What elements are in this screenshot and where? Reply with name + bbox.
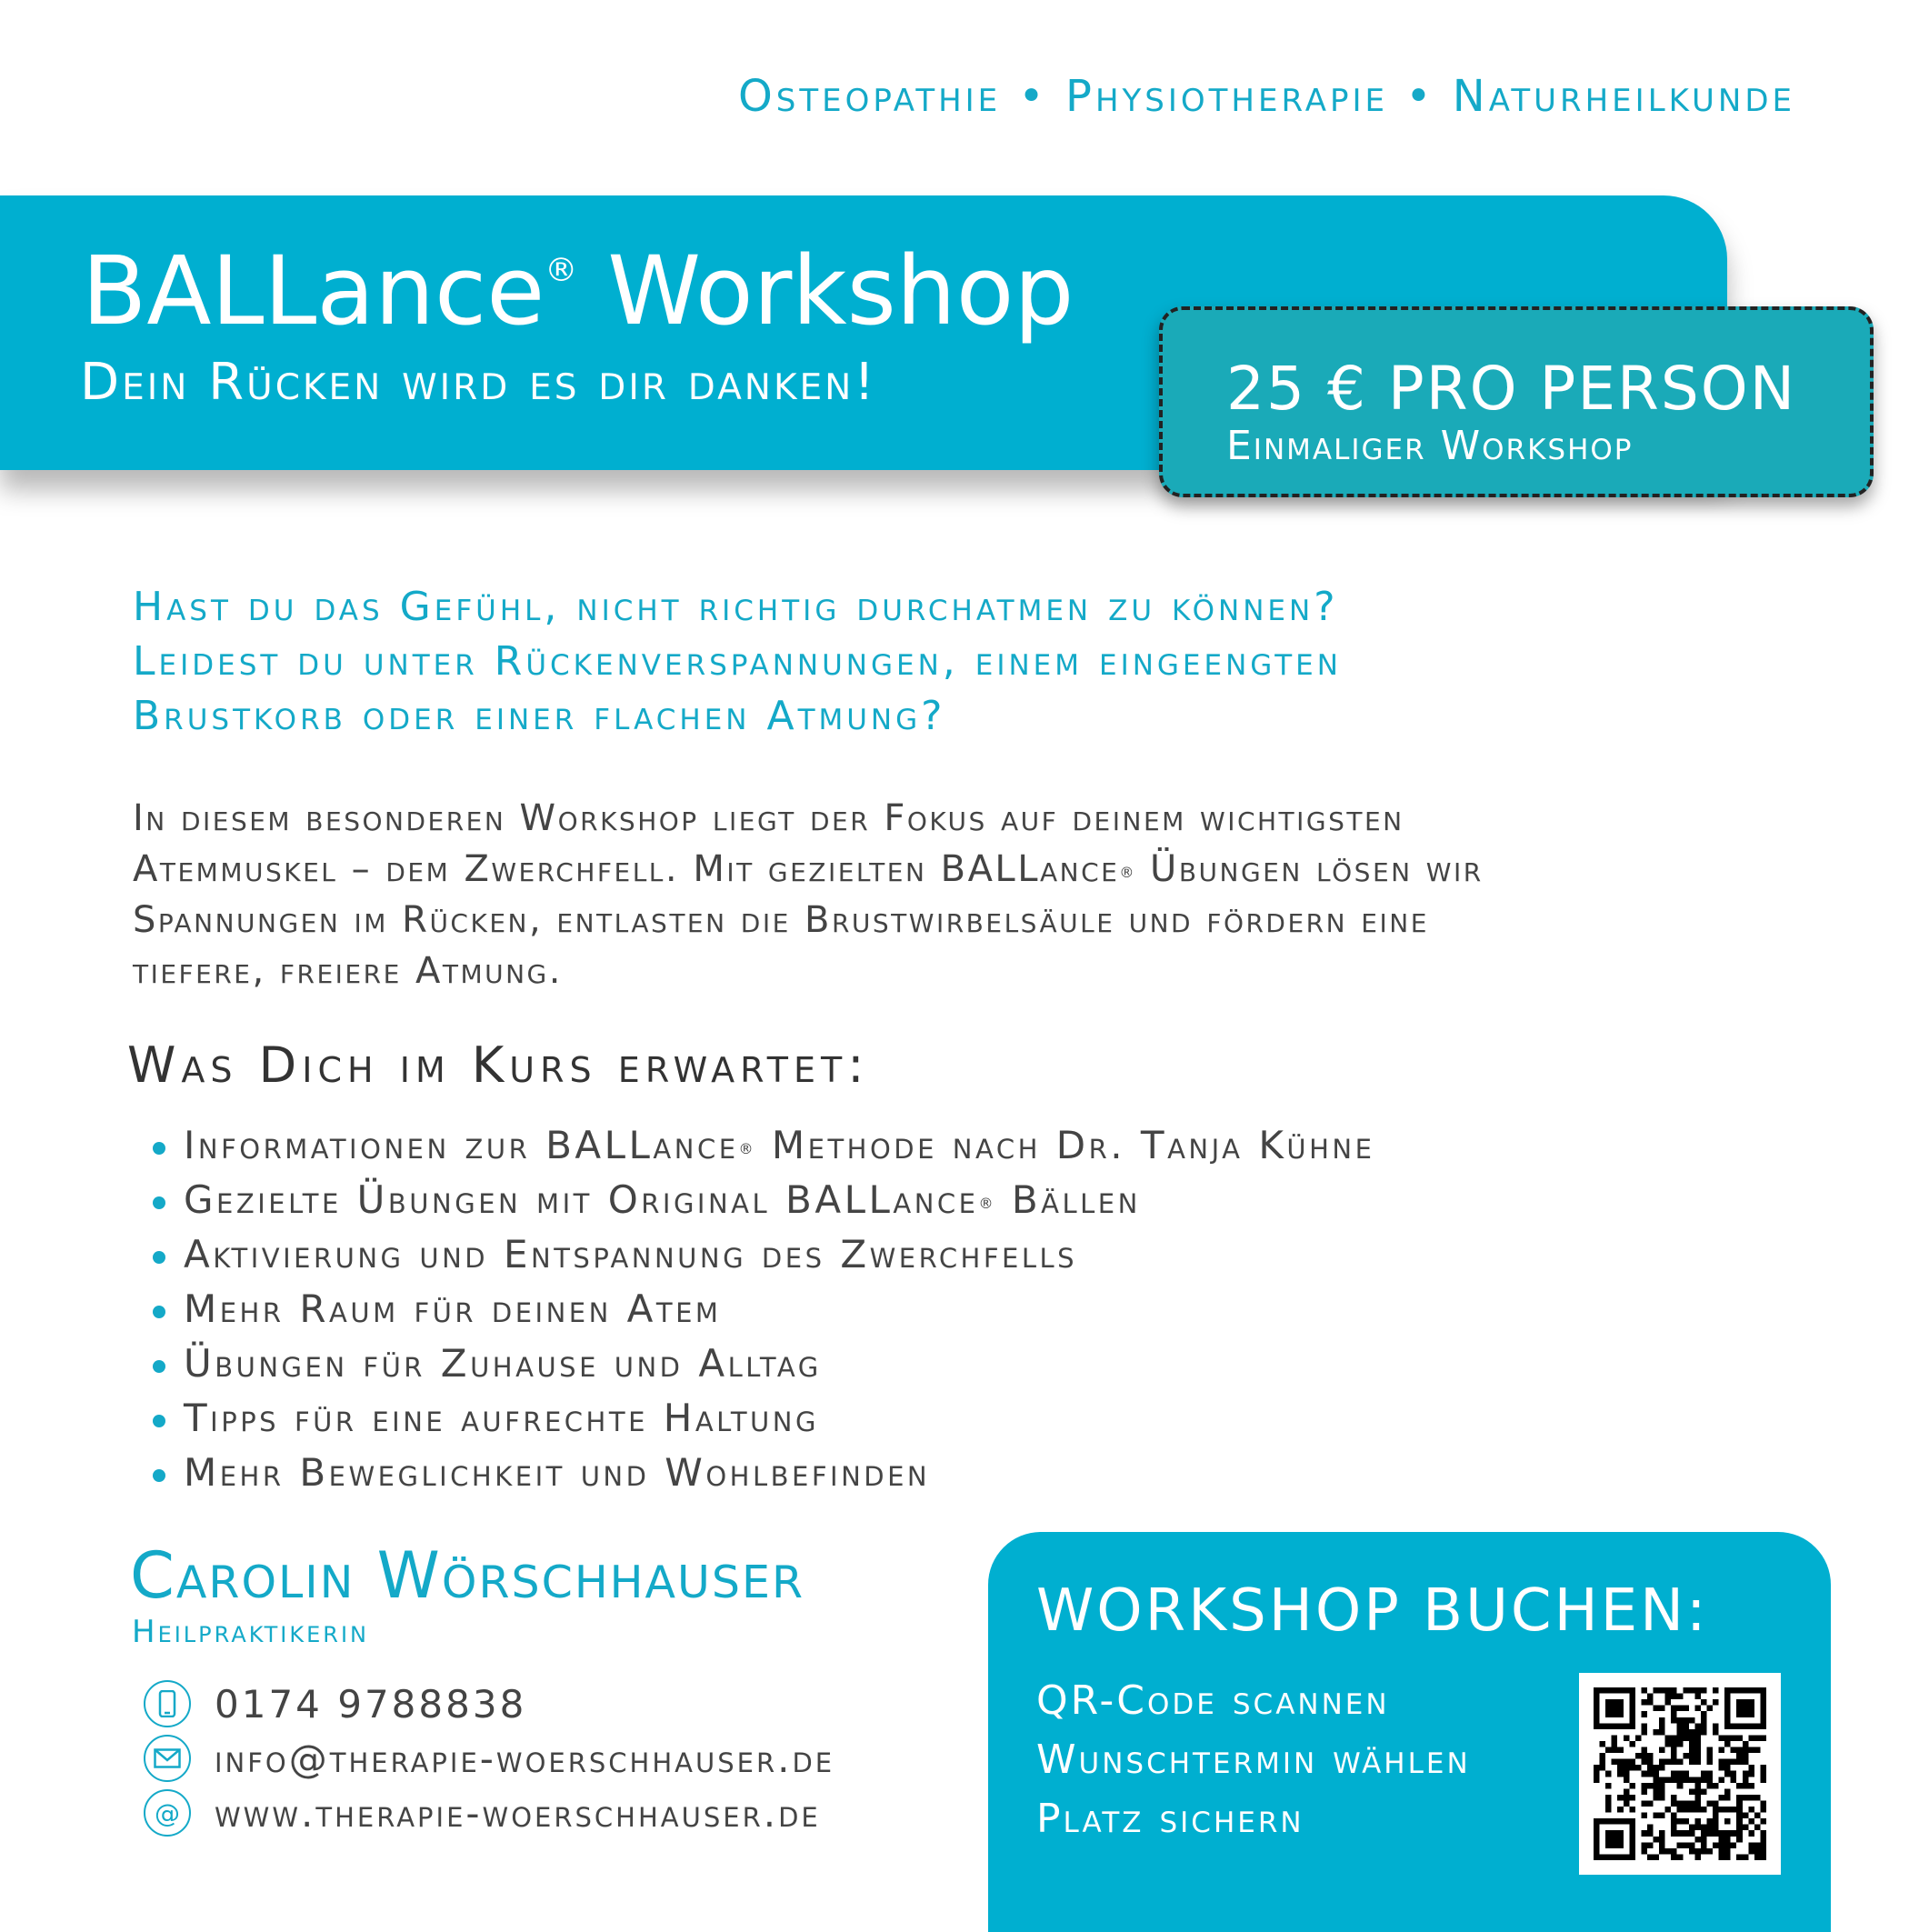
contact-role: Heilpraktikerin [132,1614,369,1650]
intro-line: Spannungen im Rücken, entlasten die Brustwirbelsäule und fördern eine [133,899,1429,941]
bullet-dot-icon [153,1306,165,1318]
registered-mark: ® [1119,864,1136,881]
contact-email[interactable] [144,1733,835,1784]
mail-icon [144,1735,191,1782]
registered-mark: ® [978,1195,996,1212]
list-item: Informationen zur BALLance® Methode nach Dr. Tanja Kühne [153,1118,1374,1173]
list-item: Übungen für Zuhause und Alltag [153,1336,1374,1391]
bullet-dot-icon [153,1142,165,1155]
booking-step: QR-Code scannen [1036,1677,1390,1724]
bullet-dot-icon [153,1360,165,1373]
header-tagline: Osteopathie • Physiotherapie • Naturheilkunde [738,71,1795,122]
booking-step: Platz sichern [1036,1796,1304,1842]
workshop-title [82,235,1074,346]
price-amount: 25 € PRO PERSON [1226,354,1797,424]
registered-mark: ® [738,1140,757,1157]
intro-line-part: Übungen lösen wir [1135,848,1484,890]
bullet-dot-icon [153,1415,165,1427]
phone-number[interactable]: 0174 9788838 [215,1681,527,1727]
booking-heading: WORKSHOP BUCHEN: [1036,1577,1709,1645]
qr-code-icon [1594,1687,1766,1860]
phone-icon [144,1680,191,1727]
email-address[interactable]: info@therapie-woerschhauser.de [215,1736,835,1781]
at-icon: @ [144,1789,191,1837]
intro-line-part: Atemmuskel – dem Zwerchfell. Mit gezielten BALLance [133,848,1120,890]
list-item: Mehr Raum für deinen Atem [153,1282,1374,1336]
bullet-dot-icon [153,1196,165,1209]
price-note: Einmaliger Workshop [1226,423,1634,469]
bullet-dot-icon [153,1469,165,1482]
intro-line: In diesem besonderen Workshop liegt der Fokus auf deinem wichtigsten [133,797,1404,839]
title-brand: BALLance [82,235,545,346]
booking-step: Wunschtermin wählen [1036,1737,1471,1783]
registered-mark: ® [545,252,578,289]
contact-web[interactable] [144,1787,821,1838]
intro-question [133,580,1769,744]
bullet-dot-icon [153,1251,165,1264]
intro-line [133,844,1787,895]
list-item: Gezielte Übungen mit Original BALLance® Bällen [153,1173,1374,1227]
contact-phone[interactable] [144,1678,526,1729]
price-box [1159,306,1874,497]
workshop-subtitle: Dein Rücken wird es dir danken! [80,353,877,412]
intro-line: tiefere, freiere Atmung. [133,950,563,992]
qr-code[interactable] [1579,1673,1781,1875]
intro-paragraph [133,793,1787,996]
booking-box [988,1532,1831,1932]
course-list [153,1118,1374,1500]
question-line: Brustkorb oder einer flachen Atmung? [133,693,946,739]
title-rest: Workshop [577,235,1074,346]
website-url[interactable]: www.therapie-woerschhauser.de [215,1790,821,1836]
contact-name: Carolin Wörschhauser [130,1538,805,1613]
list-item: Tipps für eine aufrechte Haltung [153,1391,1374,1446]
list-item: Aktivierung und Entspannung des Zwerchfells [153,1227,1374,1282]
question-line: Hast du das Gefühl, nicht richtig durchatmen zu können? [133,584,1339,630]
question-line: Leidest du unter Rückenverspannungen, einem eingeengten [133,638,1342,685]
course-heading: Was Dich im Kurs erwartet: [127,1036,870,1094]
list-item: Mehr Beweglichkeit und Wohlbefinden [153,1446,1374,1500]
